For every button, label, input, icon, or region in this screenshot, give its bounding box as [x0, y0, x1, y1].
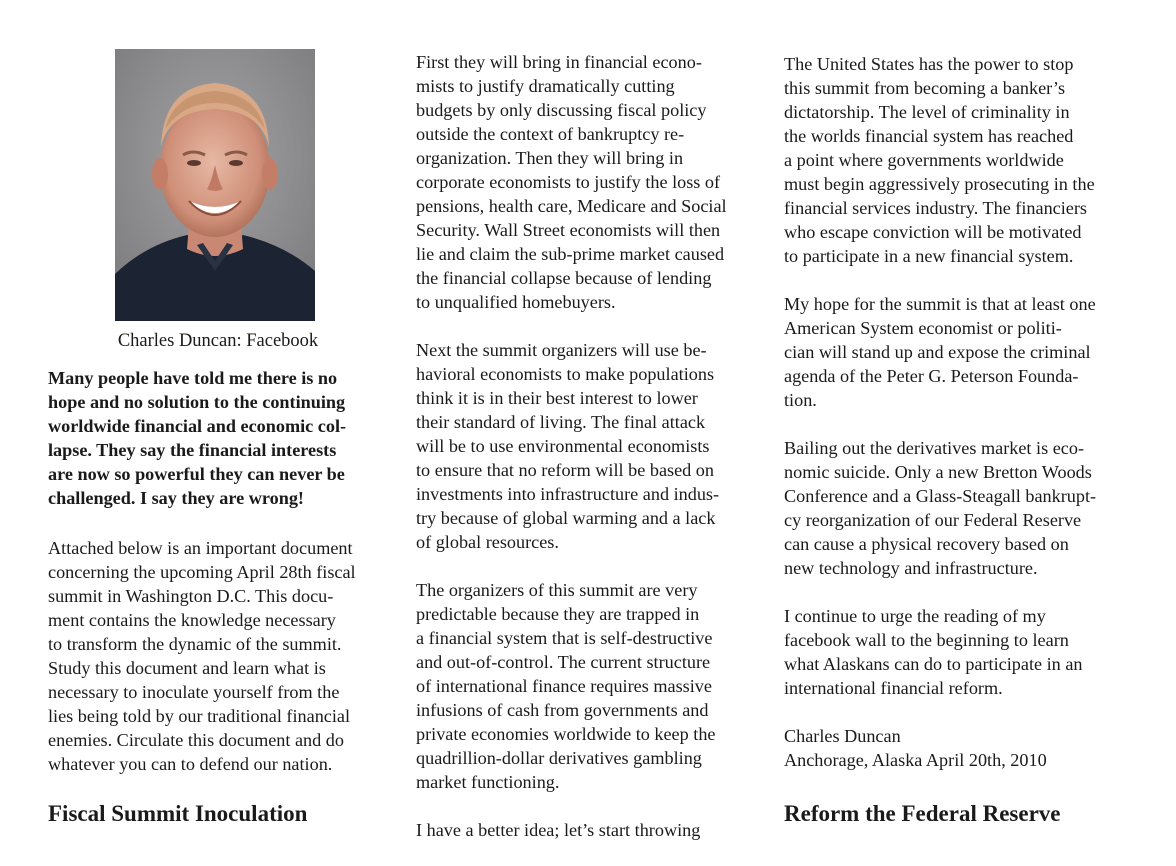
text-line: their standard of living. The final attack	[416, 412, 706, 432]
section-heading-federal-reserve: Reform the Federal Reserve	[784, 801, 1061, 826]
text-line: of global resources.	[416, 532, 559, 552]
text-line: to participate in a new financial system.	[784, 246, 1074, 266]
text-line: The organizers of this summit are very	[416, 580, 698, 600]
text-line: corporate economists to justify the loss of	[416, 172, 721, 192]
portrait-image	[115, 49, 315, 321]
text-line: concerning the upcoming April 28th fiscal	[48, 562, 356, 582]
text-line: are now so powerful they can never be	[48, 464, 345, 484]
text-line: necessary to inoculate yourself from the	[48, 682, 340, 702]
text-line: a financial system that is self-destructive	[416, 628, 713, 648]
paragraph	[784, 292, 1134, 412]
text-line: Study this document and learn what is	[48, 658, 326, 678]
text-line: hope and no solution to the continuing	[48, 392, 346, 412]
text-line: the financial collapse because of lending	[416, 268, 712, 288]
paragraph	[784, 436, 1134, 580]
text-line: a point where governments worldwide	[784, 150, 1064, 170]
text-line: mists to justify dramatically cutting	[416, 76, 675, 96]
attached-document-paragraph	[48, 536, 356, 776]
text-line: First they will bring in financial econo-	[416, 52, 702, 72]
text-line: who escape conviction will be motivated	[784, 222, 1082, 242]
text-line: will be to use environmental economists	[416, 436, 710, 456]
paragraph	[416, 50, 761, 314]
text-line: facebook wall to the beginning to learn	[784, 630, 1069, 650]
signature-name: Charles Duncan	[784, 726, 901, 746]
text-line: Bailing out the derivatives market is eco-	[784, 438, 1085, 458]
column-middle	[416, 50, 761, 866]
signature-place-date: Anchorage, Alaska April 20th, 2010	[784, 750, 1047, 770]
text-line: The United States has the power to stop	[784, 54, 1074, 74]
text-line: of international finance requires massive	[416, 676, 712, 696]
text-line: dictatorship. The level of criminality in	[784, 102, 1070, 122]
text-line: Attached below is an important document	[48, 538, 353, 558]
text-line: new technology and infrastructure.	[784, 558, 1038, 578]
text-line: this summit from becoming a banker’s	[784, 78, 1066, 98]
text-line: investments into infrastructure and indus-	[416, 484, 720, 504]
text-line: can cause a physical recovery based on	[784, 534, 1069, 554]
paragraph	[784, 604, 1134, 700]
text-line: I continue to urge the reading of my	[784, 606, 1046, 626]
text-line: worldwide financial and economic col-	[48, 416, 347, 436]
text-line: organization. Then they will bring in	[416, 148, 684, 168]
text-line: Conference and a Glass-Steagall bankrupt-	[784, 486, 1097, 506]
text-line: My hope for the summit is that at least one	[784, 294, 1096, 314]
text-line: challenged. I say they are wrong!	[48, 488, 304, 508]
intro-bold-paragraph	[48, 366, 346, 510]
text-line: what Alaskans can do to participate in an	[784, 654, 1083, 674]
text-line: to unqualified homebuyers.	[416, 292, 616, 312]
text-line: think it is in their best interest to lower	[416, 388, 698, 408]
text-line: international financial reform.	[784, 678, 1003, 698]
text-line: infusions of cash from governments and	[416, 700, 709, 720]
text-line: to ensure that no reform will be based on	[416, 460, 714, 480]
text-line: tion.	[784, 390, 817, 410]
text-line: agenda of the Peter G. Peterson Founda-	[784, 366, 1079, 386]
text-line: and out-of-control. The current structure	[416, 652, 711, 672]
section-heading-fiscal-summit: Fiscal Summit Inoculation	[48, 801, 308, 826]
paragraph	[416, 338, 761, 554]
text-line: cian will stand up and expose the criminal	[784, 342, 1091, 362]
text-line: ment contains the knowledge necessary	[48, 610, 336, 630]
text-line: market functioning.	[416, 772, 560, 792]
text-line: financial services industry. The financiers	[784, 198, 1088, 218]
text-line: outside the context of bankruptcy re-	[416, 124, 685, 144]
text-line: pensions, health care, Medicare and Social	[416, 196, 727, 216]
text-line: lapse. They say the financial interests	[48, 440, 337, 460]
text-line: Next the summit organizers will use be-	[416, 340, 707, 360]
paragraph-cut-off	[416, 818, 761, 842]
text-line: Many people have told me there is no	[48, 368, 338, 388]
author-photo	[115, 49, 315, 321]
text-line: havioral economists to make populations	[416, 364, 715, 384]
text-line: nomic suicide. Only a new Bretton Woods	[784, 462, 1092, 482]
text-line: lie and claim the sub-prime market caused	[416, 244, 725, 264]
text-line: cy reorganization of our Federal Reserve	[784, 510, 1082, 530]
text-line: lies being told by our traditional financial	[48, 706, 351, 726]
photo-caption: Charles Duncan: Facebook	[117, 331, 319, 351]
text-line: whatever you can to defend our nation.	[48, 754, 333, 774]
text-line: enemies. Circulate this document and do	[48, 730, 344, 750]
text-line: must begin aggressively prosecuting in the	[784, 174, 1095, 194]
paragraph	[416, 578, 761, 794]
text-line: to transform the dynamic of the summit.	[48, 634, 342, 654]
text-line: summit in Washington D.C. This docu-	[48, 586, 334, 606]
text-line: private economies worldwide to keep the	[416, 724, 716, 744]
text-line: quadrillion-dollar derivatives gambling	[416, 748, 702, 768]
text-line: I have a better idea; let’s start throwing	[416, 820, 701, 840]
column-right	[784, 52, 1134, 826]
text-line: Security. Wall Street economists will then	[416, 220, 721, 240]
text-line: try because of global warming and a lack	[416, 508, 716, 528]
text-line: budgets by only discussing fiscal policy	[416, 100, 707, 120]
text-line: American System economist or politi-	[784, 318, 1062, 338]
signature	[784, 724, 1134, 772]
text-line: predictable because they are trapped in	[416, 604, 700, 624]
paragraph	[784, 52, 1134, 268]
text-line: the worlds financial system has reached	[784, 126, 1074, 146]
